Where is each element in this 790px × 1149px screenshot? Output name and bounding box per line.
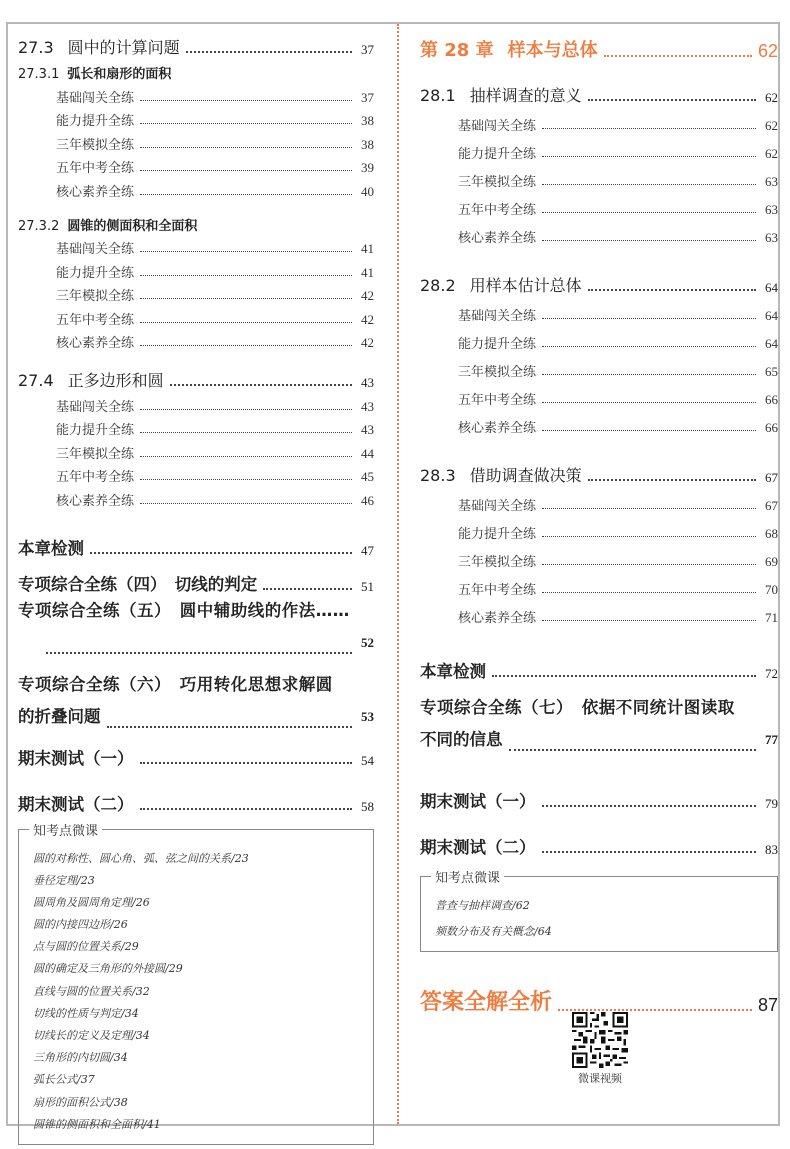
page-number: 66: [765, 420, 778, 435]
leader-dots: [140, 123, 352, 124]
toc-exercise[interactable]: [18, 438, 374, 462]
leader-dots: [542, 346, 756, 347]
leader-dots: [542, 374, 756, 375]
leader-dots: [588, 289, 756, 291]
exercise-label: 能力提升全练: [56, 114, 135, 129]
page-number: 63: [765, 202, 778, 217]
knowledge-item[interactable]: 频数分布及有关概念/64: [435, 925, 552, 938]
chapter-title: 样本与总体: [507, 40, 598, 61]
page-number: 63: [765, 174, 778, 189]
exercise-label: 五年中考全练: [56, 161, 135, 176]
entry-title: 期末测试（二）: [18, 794, 134, 814]
knowledge-box-title: 知考点微课: [29, 820, 102, 839]
toc-final-test-1[interactable]: [18, 733, 374, 769]
toc-exercise[interactable]: [420, 162, 778, 190]
exercise-label: 三年模拟全练: [458, 555, 537, 570]
page-number: 58: [361, 798, 374, 814]
leader-dots: [140, 251, 352, 252]
toc-special-5[interactable]: [18, 595, 374, 659]
entry-title: 答案全解全析: [420, 990, 553, 1015]
page-number: 37: [361, 89, 374, 105]
subsection-number: 27.3.2: [18, 218, 60, 234]
exercise-label: 五年中考全练: [56, 312, 135, 328]
toc-exercise[interactable]: [18, 415, 374, 439]
exercise-list-28-3: [420, 486, 778, 626]
exercise-label: 三年模拟全练: [56, 137, 135, 153]
page-number: 51: [361, 578, 374, 594]
toc-exercise[interactable]: [18, 176, 374, 200]
knowledge-item[interactable]: 弧长公式/37: [33, 1073, 95, 1087]
leader-dots: [542, 184, 756, 185]
toc-exercise[interactable]: [18, 153, 374, 177]
leader-dots: [140, 170, 352, 171]
entry-title-continued: 不同的信息: [420, 730, 503, 749]
leader-dots: [140, 479, 352, 480]
toc-exercise[interactable]: [18, 82, 374, 106]
toc-final-test-1-right[interactable]: [420, 776, 778, 812]
page-number: 83: [765, 842, 778, 857]
subsection-title: 圆锥的侧面积和全面积: [67, 218, 198, 234]
exercise-list-27-3-1: [18, 82, 374, 200]
leader-dots: [558, 1009, 752, 1011]
entry-title: 本章检测: [420, 662, 486, 681]
exercise-label: 能力提升全练: [458, 147, 537, 162]
toc-exercise[interactable]: [18, 304, 374, 328]
entry-title: 专项综合全练（六） 巧用转化思想求解圆: [18, 674, 333, 694]
leader-dots: [263, 588, 352, 590]
toc-exercise[interactable]: [420, 106, 778, 134]
leader-dots: [186, 51, 352, 53]
leader-dots: [140, 275, 352, 276]
page-number: 43: [361, 422, 374, 437]
toc-exercise[interactable]: [420, 514, 778, 542]
left-column: [18, 28, 374, 1145]
toc-exercise[interactable]: [420, 296, 778, 324]
page-number: 67: [765, 470, 778, 485]
leader-dots: [140, 762, 353, 764]
toc-chapter-test-28[interactable]: [420, 646, 778, 682]
toc-exercise[interactable]: [18, 234, 374, 258]
knowledge-item[interactable]: 圆周角及圆周角定理/26: [33, 895, 150, 909]
toc-chapter-test[interactable]: [18, 523, 374, 559]
page-number: 46: [361, 492, 374, 508]
toc-exercise[interactable]: [18, 129, 374, 153]
leader-dots: [90, 552, 352, 554]
leader-dots: [170, 384, 352, 386]
exercise-label: 能力提升全练: [56, 423, 135, 438]
exercise-label: 五年中考全练: [56, 470, 135, 485]
leader-dots: [542, 318, 756, 319]
leader-dots: [140, 345, 352, 346]
leader-dots: [588, 99, 756, 101]
leader-dots: [140, 456, 352, 457]
exercise-label: 基础闯关全练: [56, 90, 135, 106]
leader-dots: [588, 479, 756, 481]
section-title: 正多边形和圆: [67, 371, 164, 390]
toc-subsection-27-3-2[interactable]: [18, 210, 374, 234]
leader-dots: [542, 805, 757, 807]
page-number: 63: [765, 230, 778, 245]
page-number: 41: [361, 264, 374, 280]
column-divider: [397, 24, 399, 1124]
exercise-label: 三年模拟全练: [458, 175, 537, 190]
exercise-label: 基础闯关全练: [458, 309, 537, 324]
toc-exercise[interactable]: [420, 380, 778, 408]
exercise-label: 基础闯关全练: [56, 399, 135, 415]
toc-exercise[interactable]: [420, 598, 778, 626]
exercise-label: 核心素养全练: [56, 493, 135, 509]
page-number: 43: [361, 375, 374, 390]
exercise-label: 核心素养全练: [56, 184, 135, 200]
knowledge-item[interactable]: 切线长的定义及定理/34: [33, 1029, 150, 1042]
toc-exercise[interactable]: [18, 462, 374, 486]
entry-title: 专项综合全练（四） 切线的判定: [18, 574, 258, 594]
toc-exercise[interactable]: [420, 542, 778, 570]
knowledge-item[interactable]: 圆的确定及三角形的外接圆/29: [33, 962, 183, 976]
entry-title: 期末测试（一）: [18, 748, 134, 768]
page-number: 70: [765, 582, 778, 597]
toc-exercise[interactable]: [18, 328, 374, 352]
page-number: 64: [765, 308, 778, 323]
leader-dots: [140, 322, 352, 323]
leader-dots: [107, 726, 353, 728]
exercise-label: 基础闯关全练: [458, 119, 537, 134]
exercise-label: 三年模拟全练: [56, 289, 135, 304]
toc-answers[interactable]: [420, 982, 778, 1016]
toc-exercise[interactable]: [18, 485, 374, 509]
page-number: 37: [361, 42, 374, 57]
page-number: 53: [361, 708, 374, 724]
exercise-list-27-3-2: [18, 234, 374, 352]
page-number: 52: [361, 634, 374, 650]
exercise-label: 五年中考全练: [458, 393, 537, 408]
leader-dots: [140, 147, 352, 148]
exercise-label: 核心素养全练: [56, 336, 135, 351]
entry-title: 专项综合全练（五） 圆中辅助线的作法……: [18, 600, 350, 620]
entry-title: 期末测试（一）: [420, 792, 536, 811]
section-number: 27.3: [18, 38, 54, 57]
knowledge-item[interactable]: 切线的性质与判定/34: [33, 1006, 139, 1020]
toc-exercise[interactable]: [18, 257, 374, 281]
exercise-label: 基础闯关全练: [56, 242, 135, 257]
knowledge-item[interactable]: 普查与抽样调查/62: [435, 899, 530, 912]
leader-dots: [140, 432, 352, 433]
exercise-label: 五年中考全练: [458, 203, 537, 218]
toc-exercise[interactable]: [18, 281, 374, 305]
exercise-label: 能力提升全练: [458, 337, 537, 352]
toc-section-27-4[interactable]: [18, 361, 374, 391]
leader-dots: [140, 409, 352, 410]
knowledge-item[interactable]: 垂径定理/23: [33, 873, 95, 887]
page-number: 42: [361, 288, 374, 303]
toc-special-6[interactable]: [18, 669, 374, 733]
page-number: 62: [765, 118, 778, 133]
page-number: 65: [765, 364, 778, 379]
subsection-title: 弧长和扇形的面积: [67, 67, 172, 82]
section-title: 用样本估计总体: [469, 276, 582, 295]
page-number: 62: [757, 41, 778, 61]
leader-dots: [509, 749, 757, 751]
knowledge-box-title: 知考点微课: [431, 867, 504, 886]
entry-title: 本章检测: [18, 538, 84, 558]
leader-dots: [140, 100, 352, 101]
page-number: 42: [361, 311, 374, 327]
exercise-label: 能力提升全练: [458, 527, 537, 542]
chapter-number: 第 28 章: [420, 40, 494, 61]
exercise-label: 五年中考全练: [458, 583, 537, 598]
entry-title: 专项综合全练（七） 依据不同统计图读取: [420, 698, 735, 717]
entry-line-2: [18, 627, 374, 659]
leader-dots: [542, 564, 756, 565]
knowledge-item[interactable]: 圆的对称性、圆心角、弧、弦之间的关系/23: [33, 851, 249, 865]
knowledge-box-right: [420, 871, 778, 952]
page-number: 41: [361, 241, 374, 256]
exercise-label: 能力提升全练: [56, 265, 135, 281]
page-number: 72: [765, 666, 778, 681]
qr-code-icon[interactable]: [572, 1012, 628, 1068]
toc-exercise[interactable]: [420, 190, 778, 218]
leader-dots: [140, 298, 352, 299]
toc-exercise[interactable]: [420, 134, 778, 162]
entry-line-2: [420, 724, 778, 756]
leader-dots: [542, 851, 757, 853]
toc-special-7[interactable]: [420, 692, 778, 756]
page-number: 47: [361, 542, 374, 558]
exercise-label: 三年模拟全练: [458, 365, 537, 380]
knowledge-item[interactable]: 三角形的内切圆/34: [33, 1051, 128, 1065]
leader-dots: [542, 592, 756, 593]
section-title: 圆中的计算问题: [67, 38, 180, 57]
leader-dots: [140, 808, 353, 810]
leader-dots: [604, 55, 752, 57]
page-number: 38: [361, 113, 374, 128]
exercise-label: 三年模拟全练: [56, 446, 135, 462]
section-title: 抽样调查的意义: [469, 86, 582, 105]
page-number: 71: [765, 610, 778, 625]
toc-section-28-3[interactable]: [420, 456, 778, 486]
exercise-label: 核心素养全练: [458, 231, 537, 246]
exercise-label: 核心素养全练: [458, 421, 537, 436]
toc-exercise[interactable]: [420, 486, 778, 514]
toc-chapter-28[interactable]: [420, 28, 778, 62]
leader-dots: [542, 536, 756, 537]
leader-dots: [542, 240, 756, 241]
page-number: 62: [765, 90, 778, 105]
page-number: 45: [361, 469, 374, 484]
page-number: 87: [757, 995, 778, 1015]
page-number: 68: [765, 526, 778, 541]
page-number: 39: [361, 160, 374, 175]
leader-dots: [542, 402, 756, 403]
page-number: 79: [765, 796, 778, 811]
leader-dots: [140, 194, 352, 195]
page-number: 38: [361, 136, 374, 152]
leader-dots: [492, 675, 756, 677]
knowledge-item[interactable]: 点与圆的位置关系/29: [33, 940, 139, 954]
section-number: 28.1: [420, 86, 456, 105]
qr-code-block[interactable]: [572, 1012, 628, 1086]
entry-title-continued: 的折叠问题: [18, 706, 101, 726]
exercise-list-27-4: [18, 391, 374, 509]
knowledge-item[interactable]: 扇形的面积公式/38: [33, 1095, 128, 1109]
page-number: 77: [765, 732, 778, 747]
toc-exercise[interactable]: [18, 391, 374, 415]
toc-section-28-2[interactable]: [420, 266, 778, 296]
page-number: 69: [765, 554, 778, 569]
section-number: 27.4: [18, 371, 54, 390]
leader-dots: [542, 156, 756, 157]
qr-caption: 微课视频: [578, 1072, 622, 1085]
page-number: 66: [765, 392, 778, 407]
toc-exercise[interactable]: [420, 324, 778, 352]
toc-exercise[interactable]: [420, 408, 778, 436]
entry-title: 期末测试（二）: [420, 838, 536, 857]
knowledge-item[interactable]: 圆的内接四边形/26: [33, 918, 128, 932]
leader-dots: [542, 212, 756, 213]
toc-subsection-27-3-1[interactable]: [18, 58, 374, 82]
leader-dots: [542, 508, 756, 509]
leader-dots: [542, 430, 756, 431]
right-column: [420, 28, 778, 1016]
exercise-label: 核心素养全练: [458, 611, 537, 626]
exercise-list-28-1: [420, 106, 778, 246]
entry-line-2: [18, 701, 374, 733]
knowledge-box-left: [18, 823, 374, 1145]
leader-dots: [140, 503, 352, 504]
page-number: 64: [765, 336, 778, 351]
toc-exercise[interactable]: [420, 570, 778, 598]
toc-exercise[interactable]: [420, 218, 778, 246]
exercise-list-28-2: [420, 296, 778, 436]
subsection-number: 27.3.1: [18, 67, 60, 82]
toc-exercise[interactable]: [18, 106, 374, 130]
page-number: 62: [765, 146, 778, 161]
page-number: 67: [765, 498, 778, 513]
section-number: 28.2: [420, 276, 456, 295]
toc-special-4[interactable]: [18, 559, 374, 595]
page-number: 54: [361, 752, 374, 768]
toc-final-test-2[interactable]: [18, 779, 374, 815]
toc-exercise[interactable]: [420, 352, 778, 380]
leader-dots: [46, 652, 352, 654]
exercise-label: 基础闯关全练: [458, 499, 537, 514]
knowledge-item[interactable]: 圆锥的侧面积和全面积/41: [33, 1117, 161, 1131]
toc-section-27-3[interactable]: [18, 28, 374, 58]
knowledge-item[interactable]: 直线与圆的位置关系/32: [33, 984, 150, 998]
section-title: 借助调查做决策: [469, 466, 582, 485]
toc-section-28-1[interactable]: [420, 76, 778, 106]
leader-dots: [542, 128, 756, 129]
page-number: 43: [361, 398, 374, 414]
page-number: 44: [361, 445, 374, 461]
page-number: 64: [765, 280, 778, 295]
toc-final-test-2-right[interactable]: [420, 822, 778, 858]
leader-dots: [542, 620, 756, 621]
page-number: 40: [361, 183, 374, 199]
section-number: 28.3: [420, 466, 456, 485]
page-number: 42: [361, 335, 374, 350]
